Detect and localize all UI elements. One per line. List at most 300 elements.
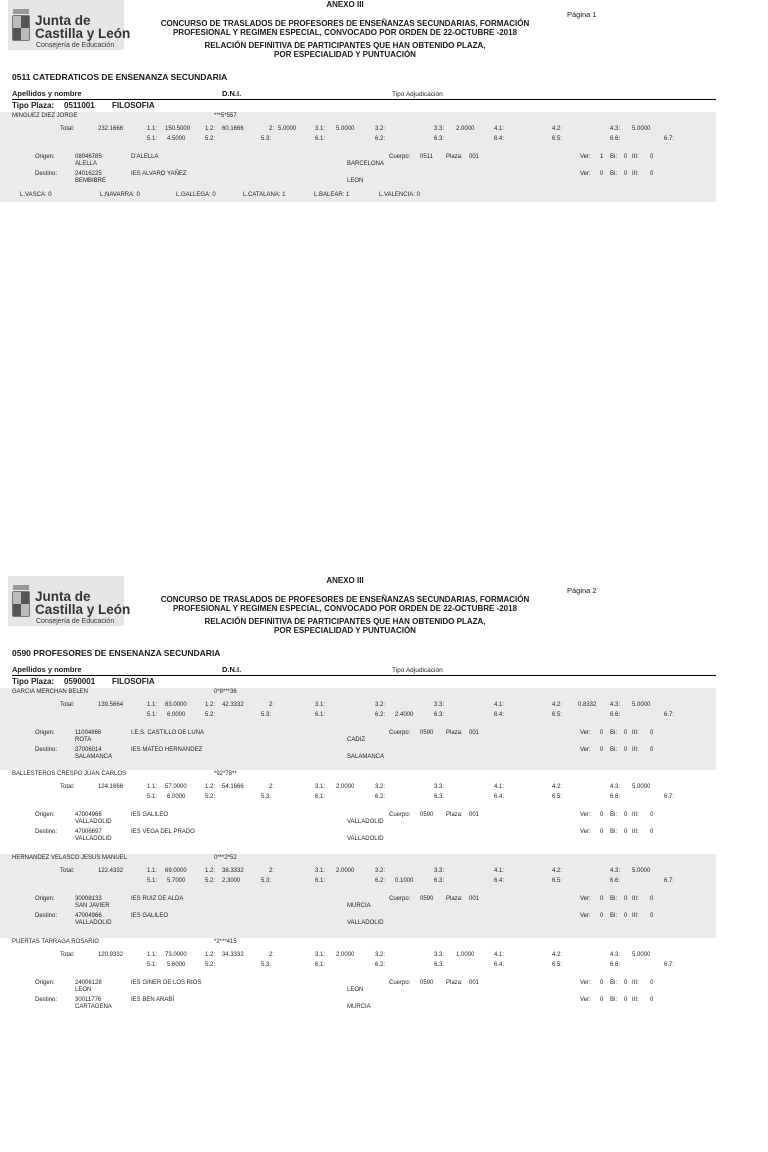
field-label-k4-3: 4.3:	[610, 868, 621, 874]
field-label-k2: 2:	[269, 784, 275, 790]
field-destino-town: SALAMANCA	[75, 754, 113, 760]
field-label-k4-1: 4.1:	[494, 702, 505, 708]
field-total: 232.1666	[98, 126, 124, 132]
field-label-k6-2: 6.2:	[375, 794, 386, 800]
field-v5-2: 2.3000	[222, 878, 241, 884]
doc-title-line-3: RELACIÓN DEFINITIVA DE PARTICIPANTES QUE HAN OBTENIDO PLAZA,	[204, 41, 486, 50]
field-ver2: 0	[600, 829, 604, 835]
field-label-cuerpo: Cuerpo:	[389, 154, 411, 160]
field-destino-center: IES ALVARO YAÑEZ	[131, 171, 187, 177]
field-v1-2: 42.3332	[222, 702, 244, 708]
field-cuerpo: 0590	[420, 730, 434, 736]
field-label-cuerpo: Cuerpo:	[389, 896, 411, 902]
field-v1-1: 83.0000	[165, 702, 187, 708]
field-origen-center: I.E.S. CASTILLO DE LUNA	[131, 730, 205, 736]
field-label-bi: Bi:	[610, 913, 618, 919]
tipo-plaza-code: 0590001	[64, 677, 96, 686]
header-rule	[12, 675, 716, 676]
col-header-dni: D.N.I.	[222, 89, 242, 98]
field-bi1: 0	[624, 812, 628, 818]
field-label-k1-1: 1.1:	[147, 702, 158, 708]
field-label-ver: Ver:	[580, 730, 591, 736]
field-dni: 0***2*52	[214, 855, 237, 861]
field-label-k2: 2:	[269, 702, 275, 708]
field-name: MINGUEZ DIEZ JORGE	[12, 113, 78, 119]
participant-block	[0, 688, 716, 770]
field-origen-prov: MURCIA	[347, 903, 371, 909]
field-bi2: 0	[624, 829, 628, 835]
field-plaza: 001	[469, 812, 480, 818]
field-label-k1-2: 1.2:	[205, 702, 216, 708]
header-rule	[12, 99, 716, 100]
field-label-k3-2: 3.2:	[375, 868, 386, 874]
field-label-k4-3: 4.3:	[610, 952, 621, 958]
field-origen-code: 47004966	[75, 812, 102, 818]
field-plaza: 001	[469, 154, 480, 160]
field-v6-2: 2.4000	[395, 712, 414, 718]
field-v3-1: 5.0000	[336, 126, 355, 132]
field-label-k5-1: 5.1:	[147, 794, 158, 800]
field-destino-prov: SALAMANCA	[347, 754, 385, 760]
field-dni: *2***415	[214, 939, 237, 945]
field-dni: 0*8***36	[214, 689, 237, 695]
logo-text-2: Castilla y León	[35, 26, 131, 41]
field-label-k3-1: 3.1:	[315, 702, 326, 708]
field-cuerpo: 0511	[420, 154, 433, 160]
field-label-k6-6: 6.6:	[610, 962, 621, 968]
field-label-iii: III:	[632, 730, 639, 736]
field-label-k1-2: 1.2:	[205, 868, 216, 874]
field-label-bi: Bi:	[610, 829, 618, 835]
field-label-origen: Origen:	[35, 980, 55, 986]
field-v4-3: 5.0000	[632, 702, 651, 708]
field-label-k6-4: 6.4:	[494, 136, 505, 142]
field-destino-center: IES BEN ARABÍ	[131, 997, 175, 1003]
field-origen-code: 08046785	[75, 154, 102, 160]
field-label-iii: III:	[632, 171, 639, 177]
field-v4-3: 5.0000	[632, 126, 651, 132]
tipo-plaza-label: Tipo Plaza:	[12, 101, 55, 110]
field-label-plaza: Plaza:	[446, 812, 463, 818]
field-origen-center: IES RUIZ DE ALDA	[131, 896, 184, 902]
field-v2: 5.0000	[278, 126, 297, 132]
field-label-plaza: Plaza:	[446, 154, 463, 160]
field-label-k1-2: 1.2:	[205, 784, 216, 790]
field-label-origen: Origen:	[35, 730, 55, 736]
field-label-iii: III:	[632, 747, 639, 753]
field-label-ver: Ver:	[580, 154, 591, 160]
field-destino-code: 37006014	[75, 747, 102, 753]
logo-text-2: Castilla y León	[35, 602, 131, 617]
field-label-bi: Bi:	[610, 730, 618, 736]
field-label-k6-2: 6.2:	[375, 878, 386, 884]
field-label-k6-6: 6.6:	[610, 794, 621, 800]
doc-title-line-1: CONCURSO DE TRASLADOS DE PROFESORES DE ENSEÑANZAS SECUNDARIAS, FORMACIÓN	[160, 595, 530, 604]
field-origen-center: IES GALILEO	[131, 812, 169, 818]
field-iii1: 0	[650, 896, 654, 902]
field-ver2: 0	[600, 913, 604, 919]
field-destino-code: 30011776	[75, 997, 102, 1003]
field-label-k5-3: 5.3:	[261, 962, 272, 968]
field-total: 122.4332	[98, 868, 124, 874]
field-label-k3-3: 3.3:	[434, 868, 445, 874]
field-label-k6-1: 6.1:	[315, 962, 326, 968]
field-label-iii: III:	[632, 980, 639, 986]
field-label-ver: Ver:	[580, 171, 591, 177]
field-label-bi: Bi:	[610, 896, 618, 902]
field-bi2: 0	[624, 997, 628, 1003]
field-label-k6-3: 6.3:	[434, 794, 445, 800]
field-iii2: 0	[650, 913, 654, 919]
field-label-bi: Bi:	[610, 997, 618, 1003]
field-label-k3-2: 3.2:	[375, 702, 386, 708]
field-name: BALLESTEROS CRESPO JUAN CARLOS	[12, 771, 127, 777]
field-origen-town: SAN JAVIER	[75, 903, 110, 909]
field-v1-2: 34.3332	[222, 952, 244, 958]
participant-block	[0, 938, 716, 1022]
field-ver2: 0	[600, 171, 604, 177]
field-label-ver: Ver:	[580, 913, 591, 919]
field-label-iii: III:	[632, 829, 639, 835]
col-header-name: Apellidos y nombre	[12, 89, 82, 98]
field-label-iii: III:	[632, 913, 639, 919]
field-label-k6-2: 6.2:	[375, 136, 386, 142]
anexo-title: ANEXO III	[326, 0, 364, 9]
field-plaza: 001	[469, 980, 480, 986]
field-ver1: 1	[600, 154, 604, 160]
doc-title-line-1: CONCURSO DE TRASLADOS DE PROFESORES DE ENSEÑANZAS SECUNDARIAS, FORMACIÓN	[160, 19, 530, 28]
field-label-k1-1: 1.1:	[147, 126, 158, 132]
field-label-k6-3: 6.3:	[434, 962, 445, 968]
field-label-k4-3: 4.3:	[610, 126, 621, 132]
field-bi2: 0	[624, 913, 628, 919]
field-v5-1: 6.0000	[167, 794, 186, 800]
col-header-tipo-adj: Tipo Adjudicación	[392, 91, 443, 98]
field-iii2: 0	[650, 997, 654, 1003]
field-destino-prov: MURCIA	[347, 1004, 371, 1010]
doc-title-line-2: PROFESIONAL Y REGIMEN ESPECIAL, CONVOCADO POR ORDEN DE 22-OCTUBRE -2018	[172, 604, 518, 613]
field-label-k6-7: 6.7:	[664, 712, 675, 718]
field-label-k5-1: 5.1:	[147, 878, 158, 884]
field-label-k6-7: 6.7:	[664, 794, 675, 800]
field-label-bi: Bi:	[610, 980, 618, 986]
field-v5-1: 5.7000	[167, 878, 186, 884]
field-label-iii: III:	[632, 997, 639, 1003]
field-total: 124.1666	[98, 784, 124, 790]
field-label-k4-2: 4.2:	[552, 784, 563, 790]
field-destino-prov: LEON	[347, 178, 364, 184]
field-v6-2: 0.1000	[395, 878, 414, 884]
field-destino-code: 47004966	[75, 913, 102, 919]
field-label-k3-1: 3.1:	[315, 784, 326, 790]
field-label-k6-4: 6.4:	[494, 794, 505, 800]
field-label-origen: Origen:	[35, 154, 55, 160]
logo-text-1: Junta de	[35, 589, 91, 604]
field-origen-town: ROTA	[75, 737, 92, 743]
page-2	[0, 576, 768, 1152]
field-label-k4-1: 4.1:	[494, 952, 505, 958]
field-label-k3-2: 3.2:	[375, 126, 386, 132]
field-label-k5-3: 5.3:	[261, 136, 272, 142]
field-name: GARCIA MERCHAN BELEN	[12, 689, 89, 695]
field-label-k5-2: 5.2:	[205, 794, 216, 800]
field-label-cuerpo: Cuerpo:	[389, 812, 411, 818]
field-origen-center: IES GINER DE LOS RIOS	[131, 980, 202, 986]
field-name: PUERTAS TARRAGA ROSARIO	[12, 939, 99, 945]
field-label-ver: Ver:	[580, 980, 591, 986]
field-cuerpo: 0590	[420, 812, 434, 818]
field-label-iii: III:	[632, 896, 639, 902]
section-title: 0511 CATEDRATICOS DE ENSENANZA SECUNDARIA	[12, 72, 228, 82]
field-label-total: Total:	[60, 784, 75, 790]
field-label-k4-3: 4.3:	[610, 784, 621, 790]
logo-text-3: Consejería de Educación	[36, 42, 115, 49]
field-ver1: 0	[600, 812, 604, 818]
field-label-k6-5: 6.5:	[552, 794, 563, 800]
logo-text-1: Junta de	[35, 13, 91, 28]
field-v4-3: 5.0000	[632, 784, 651, 790]
field-origen-prov: CADIZ	[347, 737, 365, 743]
logo-text-3: Consejería de Educación	[36, 618, 115, 625]
language-score: L.CATALANA: 1	[243, 192, 286, 198]
field-v4-3: 5.0000	[632, 952, 651, 958]
field-v1-1: 150.5000	[165, 126, 191, 132]
field-v4-3: 5.0000	[632, 868, 651, 874]
field-label-k6-5: 6.5:	[552, 962, 563, 968]
field-label-k6-6: 6.6:	[610, 136, 621, 142]
field-label-k4-1: 4.1:	[494, 868, 505, 874]
page-number: Página 2	[567, 586, 597, 595]
field-name: HERNANDEZ VELASCO JESUS MANUEL	[12, 855, 128, 861]
field-label-k6-1: 6.1:	[315, 136, 326, 142]
section-title: 0590 PROFESORES DE ENSENANZA SECUNDARIA	[12, 648, 221, 658]
field-label-k3-3: 3.3:	[434, 784, 445, 790]
field-label-destino: Destino:	[35, 171, 58, 177]
field-origen-prov: BARCELONA	[347, 161, 385, 167]
field-v1-2: 60.1666	[222, 126, 244, 132]
field-destino-code: 24016225	[75, 171, 102, 177]
field-origen-prov: VALLADOLID	[347, 819, 384, 825]
field-label-cuerpo: Cuerpo:	[389, 980, 411, 986]
field-origen-code: 30008133	[75, 896, 102, 902]
participant-block	[0, 112, 716, 202]
language-score: L.GALLEGA: 0	[176, 192, 216, 198]
field-label-k4-2: 4.2:	[552, 702, 563, 708]
field-label-k6-7: 6.7:	[664, 136, 675, 142]
field-destino-center: IES VEGA DEL PRADO	[131, 829, 195, 835]
field-destino-center: IES MATEO HERNANDEZ	[131, 747, 203, 753]
field-ver1: 0	[600, 980, 604, 986]
field-label-cuerpo: Cuerpo:	[389, 730, 411, 736]
field-label-iii: III:	[632, 812, 639, 818]
field-label-destino: Destino:	[35, 829, 58, 835]
field-ver1: 0	[600, 896, 604, 902]
field-label-k6-3: 6.3:	[434, 136, 445, 142]
field-label-k6-5: 6.5:	[552, 712, 563, 718]
field-label-k6-4: 6.4:	[494, 962, 505, 968]
field-label-k5-3: 5.3:	[261, 878, 272, 884]
field-label-k3-3: 3.3:	[434, 126, 445, 132]
field-ver2: 0	[600, 997, 604, 1003]
field-label-destino: Destino:	[35, 913, 58, 919]
doc-title-line-2: PROFESIONAL Y REGIMEN ESPECIAL, CONVOCADO POR ORDEN DE 22-OCTUBRE -2018	[172, 28, 518, 37]
field-v3-1: 2.0000	[336, 952, 355, 958]
field-label-k6-7: 6.7:	[664, 962, 675, 968]
field-v1-2: 38.3332	[222, 868, 244, 874]
field-label-k3-3: 3.3:	[434, 952, 445, 958]
doc-title-line-3: RELACIÓN DEFINITIVA DE PARTICIPANTES QUE HAN OBTENIDO PLAZA,	[204, 617, 486, 626]
field-v1-1: 69.0000	[165, 868, 187, 874]
field-label-k4-3: 4.3:	[610, 702, 621, 708]
field-origen-town: ALELLA	[75, 161, 98, 167]
field-label-bi: Bi:	[610, 747, 618, 753]
field-label-k4-2: 4.2:	[552, 126, 563, 132]
field-v1-1: 73.0000	[165, 952, 187, 958]
field-label-k6-1: 6.1:	[315, 794, 326, 800]
field-origen-code: 24006128	[75, 980, 102, 986]
field-label-destino: Destino:	[35, 997, 58, 1003]
field-v4-2: 0.8332	[578, 702, 597, 708]
language-score: L.BALEAR: 1	[314, 192, 350, 198]
field-iii2: 0	[650, 171, 654, 177]
field-v3-1: 2.0000	[336, 868, 355, 874]
field-iii1: 0	[650, 980, 654, 986]
field-v3-3: 1.0000	[456, 952, 475, 958]
tipo-plaza-label: Tipo Plaza:	[12, 677, 55, 686]
field-label-origen: Origen:	[35, 896, 55, 902]
field-cuerpo: 0590	[420, 896, 434, 902]
field-ver1: 0	[600, 730, 604, 736]
field-label-k6-1: 6.1:	[315, 712, 326, 718]
participant-block	[0, 854, 716, 938]
field-iii2: 0	[650, 747, 654, 753]
field-label-plaza: Plaza:	[446, 896, 463, 902]
field-label-k6-1: 6.1:	[315, 878, 326, 884]
field-destino-prov: VALLADOLID	[347, 920, 384, 926]
field-iii2: 0	[650, 829, 654, 835]
field-bi2: 0	[624, 171, 628, 177]
field-total: 139.5664	[98, 702, 124, 708]
field-label-k3-2: 3.2:	[375, 784, 386, 790]
field-label-k3-3: 3.3:	[434, 702, 445, 708]
field-v5-1: 5.6000	[167, 962, 186, 968]
field-destino-town: BEMBIBRE	[75, 178, 107, 184]
doc-title-line-4: POR ESPECIALIDAD Y PUNTUACIÓN	[274, 626, 416, 635]
field-label-ver: Ver:	[580, 896, 591, 902]
field-v3-3: 2.0000	[456, 126, 475, 132]
field-label-k2: 2:	[269, 952, 275, 958]
col-header-name: Apellidos y nombre	[12, 665, 82, 674]
field-label-total: Total:	[60, 952, 75, 958]
field-bi2: 0	[624, 747, 628, 753]
field-label-k1-1: 1.1:	[147, 952, 158, 958]
field-bi1: 0	[624, 730, 628, 736]
field-label-k2: 2:	[269, 868, 275, 874]
field-label-k5-2: 5.2:	[205, 878, 216, 884]
field-label-k5-2: 5.2:	[205, 136, 216, 142]
field-dni: *92*78**	[214, 771, 237, 777]
field-ver2: 0	[600, 747, 604, 753]
tipo-plaza-name: FILOSOFIA	[112, 677, 155, 686]
field-origen-center: D'ALELLA	[131, 154, 159, 160]
field-label-k6-4: 6.4:	[494, 878, 505, 884]
field-label-k3-1: 3.1:	[315, 868, 326, 874]
field-cuerpo: 0590	[420, 980, 434, 986]
field-origen-prov: LEON	[347, 987, 364, 993]
doc-title-line-4: POR ESPECIALIDAD Y PUNTUACIÓN	[274, 50, 416, 59]
field-label-k5-1: 5.1:	[147, 962, 158, 968]
field-label-ver: Ver:	[580, 997, 591, 1003]
field-label-k4-2: 4.2:	[552, 868, 563, 874]
language-score: L.VASCA: 0	[20, 192, 52, 198]
field-label-k5-1: 5.1:	[147, 712, 158, 718]
field-destino-town: VALLADOLID	[75, 920, 112, 926]
field-origen-code: 11004866	[75, 730, 102, 736]
field-label-k3-1: 3.1:	[315, 952, 326, 958]
field-label-k1-2: 1.2:	[205, 126, 216, 132]
field-destino-town: CARTAGENA	[75, 1004, 112, 1010]
field-label-k6-3: 6.3:	[434, 878, 445, 884]
field-label-k1-1: 1.1:	[147, 868, 158, 874]
field-plaza: 001	[469, 896, 480, 902]
field-label-k3-1: 3.1:	[315, 126, 326, 132]
field-bi1: 0	[624, 154, 628, 160]
field-label-destino: Destino:	[35, 747, 58, 753]
field-label-k6-5: 6.5:	[552, 878, 563, 884]
field-origen-town: LEON	[75, 987, 92, 993]
field-label-origen: Origen:	[35, 812, 55, 818]
field-iii1: 0	[650, 154, 654, 160]
field-label-bi: Bi:	[610, 171, 618, 177]
field-label-plaza: Plaza:	[446, 730, 463, 736]
language-score: L.NAVARRA: 0	[100, 192, 140, 198]
field-label-k5-2: 5.2:	[205, 712, 216, 718]
field-label-k6-6: 6.6:	[610, 712, 621, 718]
language-score: L.VALENCIA: 0	[379, 192, 420, 198]
field-label-k6-2: 6.2:	[375, 712, 386, 718]
field-label-ver: Ver:	[580, 829, 591, 835]
field-v1-1: 57.0000	[165, 784, 187, 790]
field-label-k6-2: 6.2:	[375, 962, 386, 968]
field-label-k5-2: 5.2:	[205, 962, 216, 968]
field-label-iii: III:	[632, 154, 639, 160]
field-origen-town: VALLADOLID	[75, 819, 112, 825]
field-label-k1-2: 1.2:	[205, 952, 216, 958]
field-v5-1: 6.0000	[167, 712, 186, 718]
field-total: 120.9332	[98, 952, 124, 958]
field-label-total: Total:	[60, 702, 75, 708]
field-label-k4-2: 4.2:	[552, 952, 563, 958]
field-destino-town: VALLADOLID	[75, 836, 112, 842]
field-destino-prov: VALLADOLID	[347, 836, 384, 842]
field-label-k6-6: 6.6:	[610, 878, 621, 884]
field-label-k4-1: 4.1:	[494, 784, 505, 790]
field-label-ver: Ver:	[580, 747, 591, 753]
col-header-tipo-adj: Tipo Adjudicación	[392, 667, 443, 674]
field-label-ver: Ver:	[580, 812, 591, 818]
field-label-total: Total:	[60, 126, 75, 132]
field-dni: ***5*557	[214, 113, 237, 119]
field-v5-1: 4.5000	[167, 136, 186, 142]
tipo-plaza-name: FILOSOFIA	[112, 101, 155, 110]
anexo-title: ANEXO III	[326, 576, 364, 585]
field-label-k6-3: 6.3:	[434, 712, 445, 718]
page-number: Página 1	[567, 10, 597, 19]
field-label-k4-1: 4.1:	[494, 126, 505, 132]
field-label-k6-4: 6.4:	[494, 712, 505, 718]
field-plaza: 001	[469, 730, 480, 736]
field-label-plaza: Plaza:	[446, 980, 463, 986]
